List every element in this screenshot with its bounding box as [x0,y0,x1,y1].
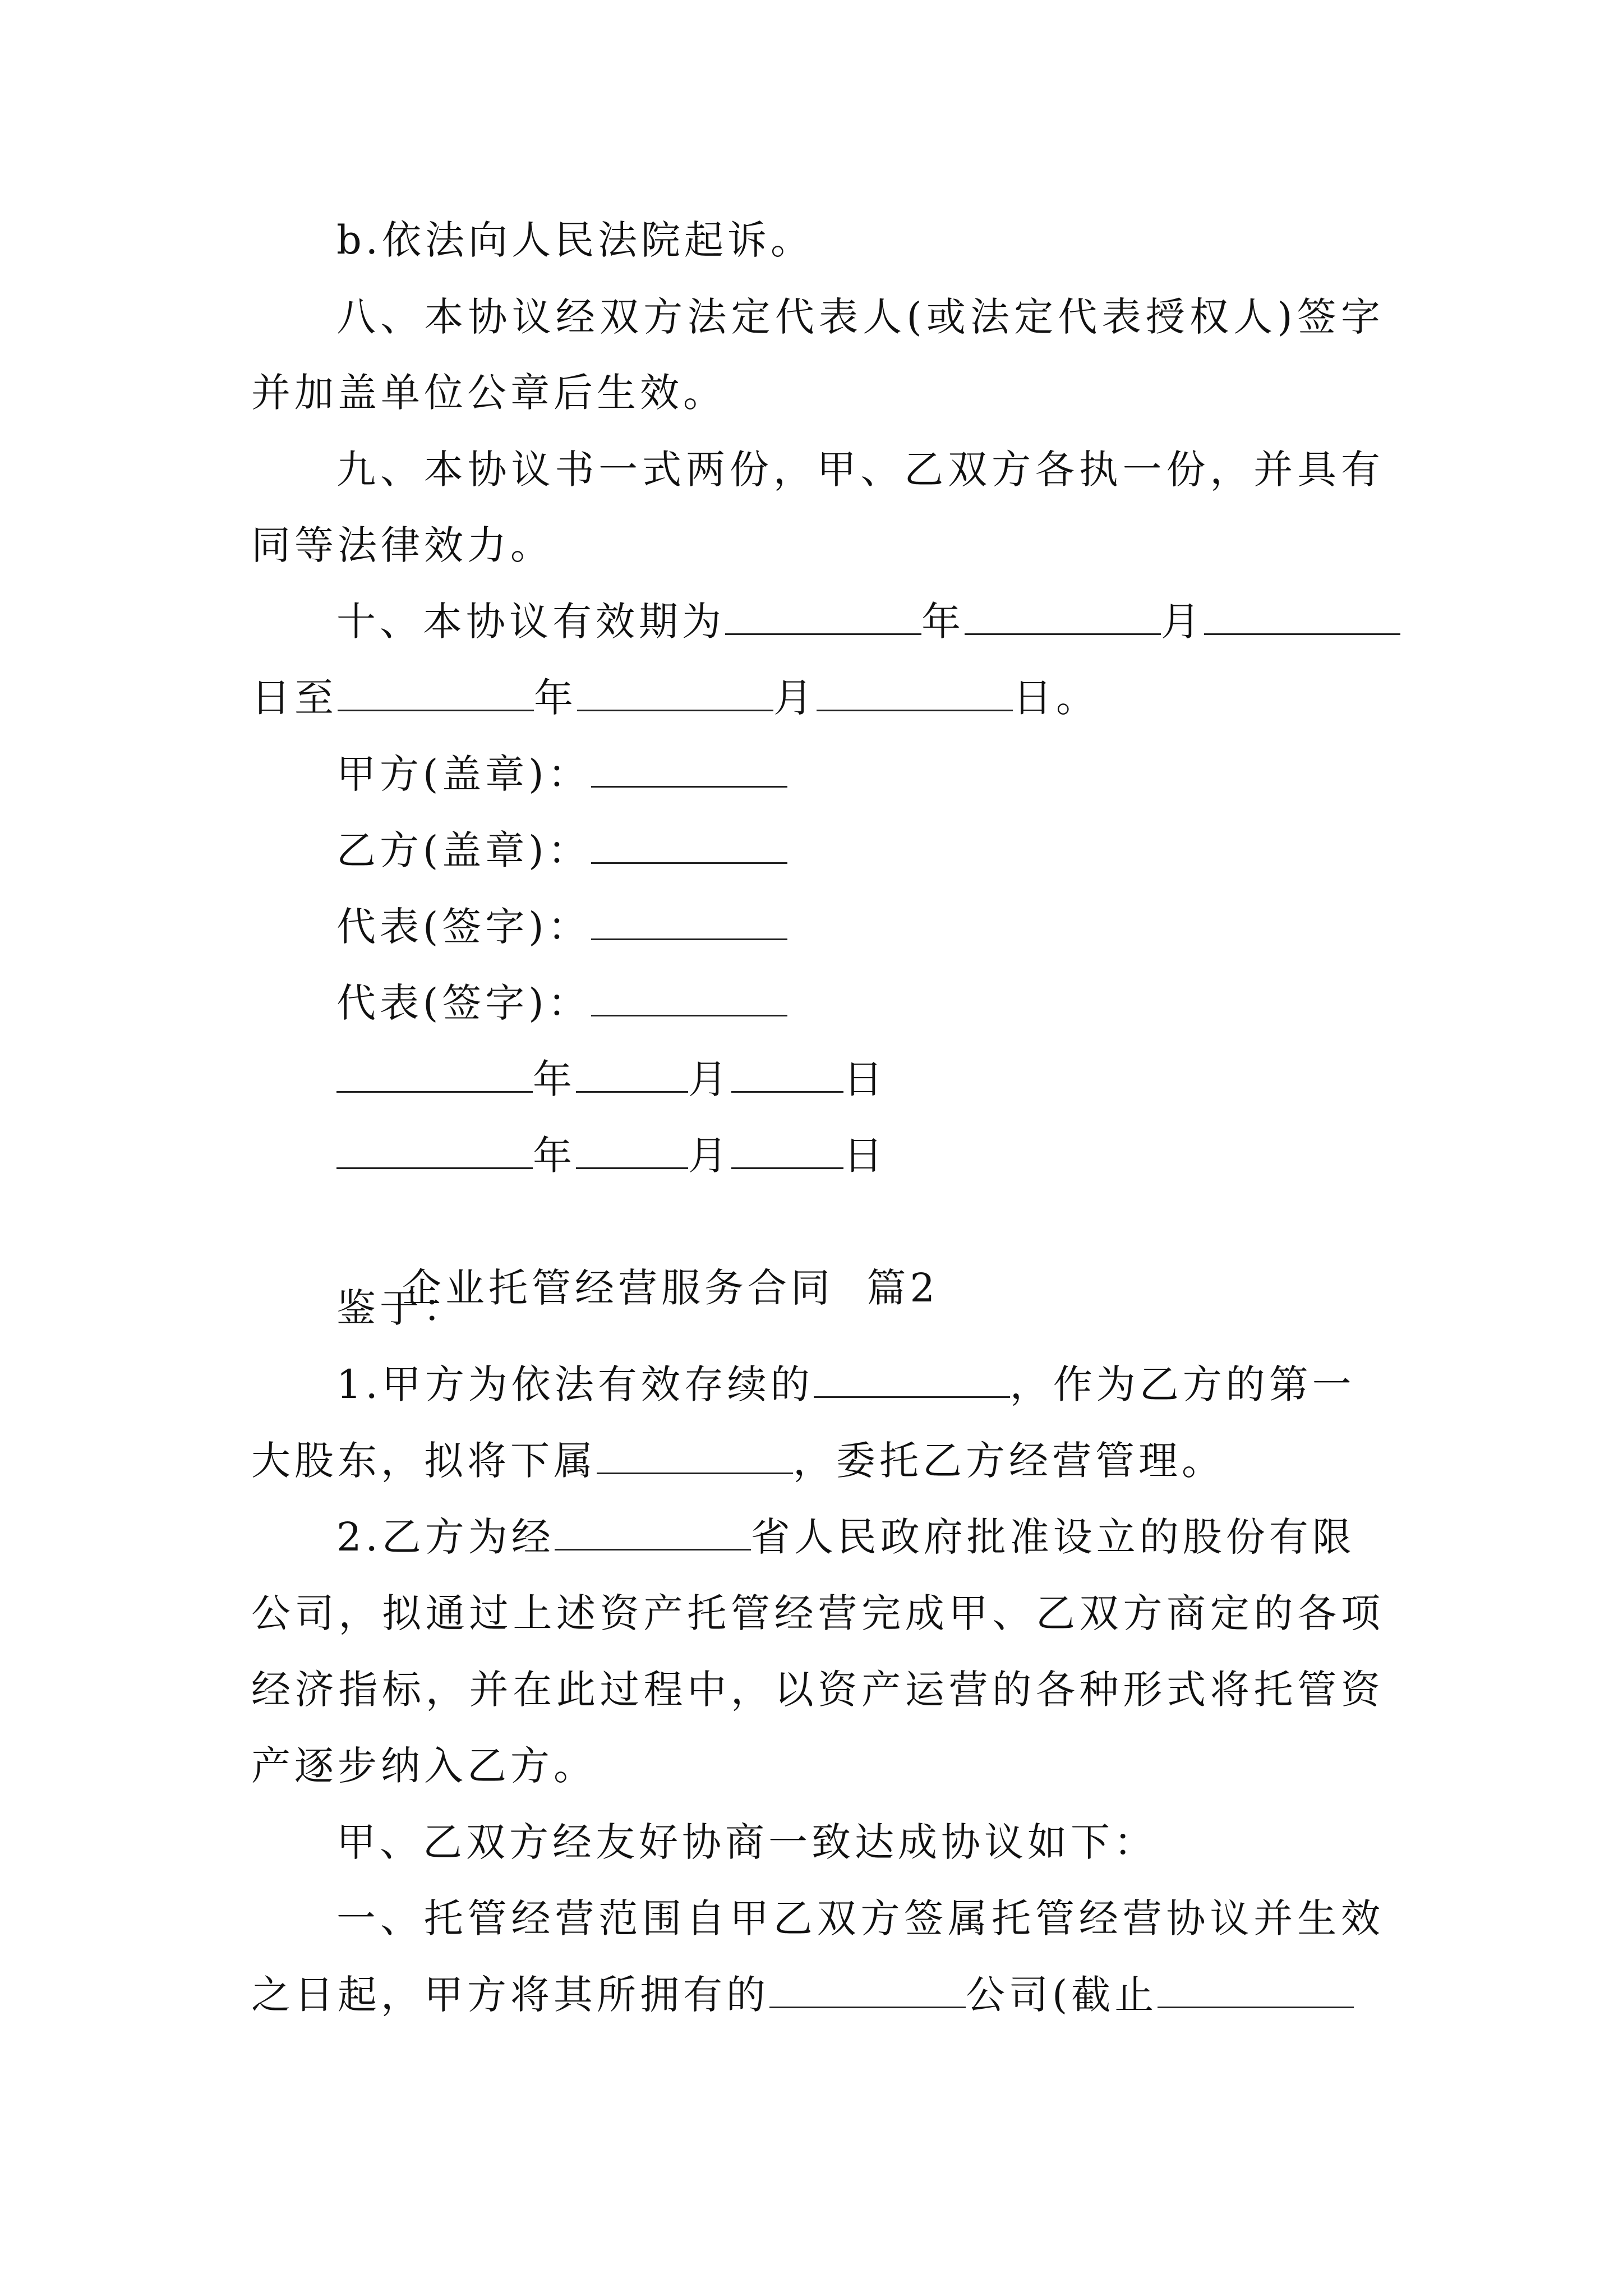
text-segment: ，作为乙方的第一 [1009,1361,1355,1407]
text-segment: 2.乙方为经 [336,1514,555,1560]
signature-line [336,975,1384,1031]
fill-blank [576,1133,688,1169]
fill-blank [555,1514,751,1550]
fill-blank [336,1133,533,1169]
text-line [251,670,1384,726]
text-segment: 月 [688,1056,731,1102]
text-segment: 经济指标，并在此过程中，以资产运营的各种形式将托管资 [251,1667,1384,1713]
text-segment: 鉴于： [336,1285,466,1331]
fill-blank [731,1133,843,1169]
fill-blank [576,1056,688,1093]
text-segment: 公司，拟通过上述资产托管经营完成甲、乙双方商定的各项 [251,1590,1384,1636]
fill-blank [725,599,921,635]
text-segment: 月 [688,1133,731,1179]
text-segment: 产逐步纳入乙方。 [251,1743,597,1789]
text-segment: 大股东，拟将下属 [251,1438,597,1484]
text-segment: 年 [533,1133,576,1179]
fill-blank [965,599,1161,635]
text-line [251,1662,1384,1718]
fill-blank [1204,599,1400,635]
text-line [336,1890,1384,1947]
signature-label: 甲方(盖章)： [336,751,591,797]
text-segment: 日 [843,1133,887,1179]
text-line [336,1509,1384,1565]
fill-blank [769,1972,966,2008]
text-line [336,289,1384,345]
text-line [251,517,1384,573]
fill-blank [338,675,534,711]
signature-label: 代表(签字)： [336,980,591,1026]
text-segment: b.依法向人民法院起诉。 [336,217,814,263]
text-segment: 一、托管经营范围自甲乙双方签属托管经营协议并生效 [336,1895,1384,1941]
fill-blank [731,1056,843,1093]
signature-line [336,899,1384,955]
text-segment: 年 [533,1056,576,1102]
signature-label: 代表(签字)： [336,904,591,950]
text-segment: 年 [921,599,965,645]
text-line [251,1585,1384,1641]
text-line [336,441,1384,498]
text-line [336,1356,1384,1412]
fill-blank [597,1438,793,1474]
text-line [336,212,1384,268]
text-segment: 日。 [1013,675,1099,721]
fill-blank [591,827,787,864]
text-segment: 日 [843,1056,887,1102]
date-line [336,1128,1384,1184]
text-segment: 日至 [251,675,338,721]
fill-blank [577,675,773,711]
text-segment: 并加盖单位公章后生效。 [251,370,726,416]
fill-blank [336,1056,533,1093]
text-segment: 八、本协议经双方法定代表人(或法定代表授权人)签字 [336,294,1384,340]
date-line [336,1051,1384,1107]
text-line [336,1814,1384,1870]
fill-blank [591,904,787,940]
text-line [251,1738,1384,1794]
text-segment: 九、本协议书一式两份，甲、乙双方各执一份，并具有 [336,447,1384,493]
text-segment: 月 [773,675,817,721]
text-segment: 省人民政府批准设立的股份有限 [750,1514,1355,1560]
text-line [251,1433,1384,1489]
text-segment: 1.甲方为依法有效存续的 [336,1361,814,1407]
text-segment: 月 [1161,599,1204,645]
fill-blank [1158,1972,1354,2008]
text-line [336,1280,1384,1336]
fill-blank [591,980,787,1016]
text-segment: 企业托管经营服务合同 篇2 [402,1265,939,1311]
fill-blank [814,1361,1010,1398]
signature-label: 乙方(盖章)： [336,827,591,873]
text-segment: 甲、乙双方经友好协商一致达成协议如下： [336,1819,1157,1865]
text-segment: 同等法律效力。 [251,522,554,568]
signature-line [336,822,1384,878]
text-segment: 十、本协议有效期为 [336,599,725,645]
text-segment: 之日起，甲方将其所拥有的 [251,1972,769,2018]
text-segment: 公司(截止 [966,1972,1158,2018]
text-segment: 年 [534,675,577,721]
signature-line [336,746,1384,802]
text-line [336,593,1384,650]
text-line [251,365,1384,421]
fill-blank [591,751,787,788]
fill-blank [817,675,1013,711]
text-line [251,1967,1384,2023]
text-segment: ，委托乙方经营管理。 [793,1438,1225,1484]
